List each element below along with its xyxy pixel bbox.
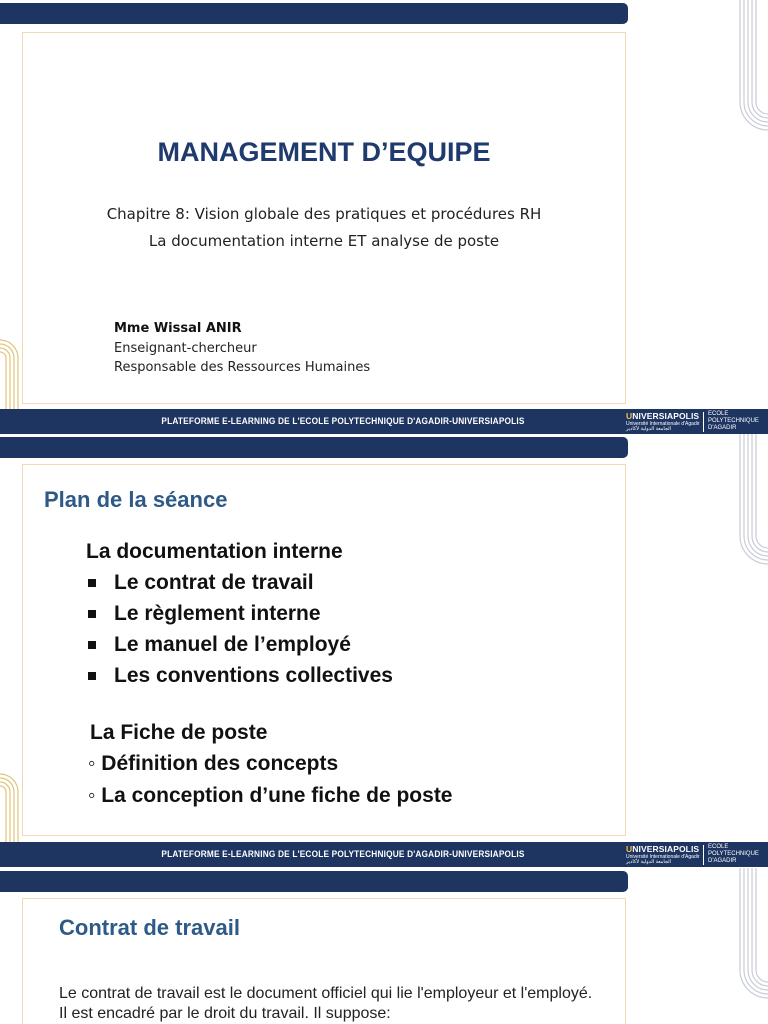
plan-item: Le manuel de l’employé (114, 633, 351, 656)
author-role: Responsable des Ressources Humaines (114, 360, 371, 375)
plan-item: Le règlement interne (114, 602, 321, 625)
slide-heading: Plan de la séance (44, 487, 228, 512)
bullet-square (88, 579, 96, 587)
slide-1 (0, 0, 768, 434)
plan-item: Les conventions collectives (114, 664, 393, 687)
platform-footer-text: PLATEFORME E-LEARNING DE L'ECOLE POLYTECHNIQUE D'AGADIR-UNIVERSIAPOLIS (161, 416, 525, 426)
bullet-square (88, 610, 96, 618)
arc-decoration (0, 764, 22, 844)
slide-subtitle-line2: La documentation interne ET analyse de poste (148, 232, 500, 250)
author-name: Mme Wissal ANIR (114, 321, 242, 336)
arc-decoration (718, 434, 768, 574)
plan-section-title: La Fiche de poste (90, 721, 268, 744)
slide-footer (0, 409, 768, 434)
body-text-line: Le contrat de travail est le document officiel qui lie l'employeur et l'employé. (59, 985, 593, 1002)
bullet-square (88, 672, 96, 680)
plan-item: ◦ Définition des concepts (88, 752, 339, 775)
universiapolis-logo: UNIVERSIAPOLIS Université Internationale d'Agadir الجامعة الدولية لأكادير ECOLE POLYTECHNIQUE D'AGADIR (626, 844, 759, 865)
slide-3 (0, 868, 768, 1024)
slide-heading: Contrat de travail (59, 915, 240, 940)
slide-footer (0, 842, 768, 867)
author-role: Enseignant-chercheur (114, 341, 257, 356)
plan-item: Le contrat de travail (114, 571, 314, 594)
slide-top-bar (0, 437, 628, 458)
slide-top-bar (0, 3, 628, 24)
bullet-square (88, 641, 96, 649)
slide-2 (0, 434, 768, 868)
arc-decoration (718, 868, 768, 1008)
universiapolis-logo: UNIVERSIAPOLIS Université Internationale d'Agadir الجامعة الدولية لأكادير ECOLE POLYTECHNIQUE D'AGADIR (626, 411, 759, 432)
arc-decoration (0, 330, 22, 410)
slide-title: MANAGEMENT D’EQUIPE (157, 137, 491, 167)
plan-item: ◦ La conception d’une fiche de poste (88, 784, 453, 807)
arc-decoration (718, 0, 768, 140)
platform-footer-text: PLATEFORME E-LEARNING DE L'ECOLE POLYTECHNIQUE D'AGADIR-UNIVERSIAPOLIS (161, 849, 525, 859)
body-text-line: Il est encadré par le droit du travail. Il suppose: (59, 1005, 391, 1022)
slide-top-bar (0, 871, 628, 892)
plan-section-title: La documentation interne (86, 540, 343, 563)
slide-subtitle-line1: Chapitre 8: Vision globale des pratiques et procédures RH (106, 205, 542, 223)
